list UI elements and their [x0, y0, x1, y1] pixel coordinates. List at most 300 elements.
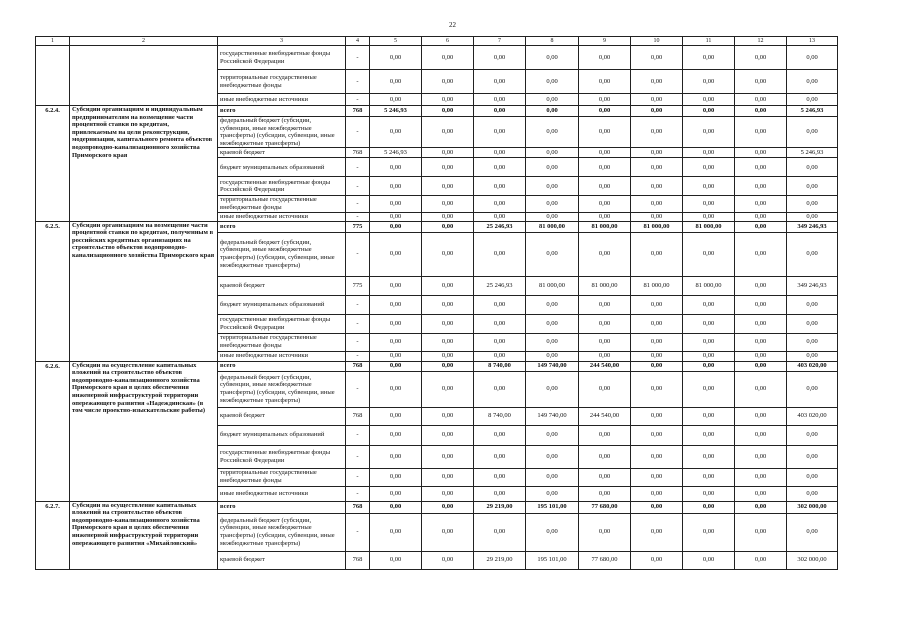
cell-c10: 0,00: [631, 445, 683, 468]
cell-c6: 0,00: [422, 276, 474, 295]
cell-c7: 0,00: [474, 513, 526, 551]
cell-c8: 0,00: [526, 70, 579, 94]
cell-c6: 0,00: [422, 425, 474, 445]
cell-c11: 0,00: [683, 551, 735, 569]
funding-source: иные внебюджетные источники: [218, 351, 346, 361]
cell-c8: 0,00: [526, 351, 579, 361]
cell-c5: 0,00: [370, 276, 422, 295]
cell-c8: 0,00: [526, 158, 579, 177]
cell-c6: 0,00: [422, 361, 474, 371]
cell-c6: 0,00: [422, 196, 474, 212]
cell-c8: 0,00: [526, 425, 579, 445]
cell-c10: 0,00: [631, 513, 683, 551]
cell-c6: 0,00: [422, 468, 474, 486]
cell-c9: 0,00: [579, 445, 631, 468]
cell-c9: 77 680,00: [579, 551, 631, 569]
cell-c10: 0,00: [631, 486, 683, 501]
cell-c4: 768: [346, 501, 370, 513]
funding-source: всего: [218, 221, 346, 232]
funding-source: федеральный бюджет (субсидии, субвенции, иные межбюджетные трансферты) (субсидии, субвенции, иные межбюджетные трансферты): [218, 117, 346, 148]
col-num-1: 1: [36, 37, 70, 46]
cell-c13: 0,00: [787, 486, 838, 501]
cell-c10: 0,00: [631, 177, 683, 196]
cell-c11: 0,00: [683, 232, 735, 276]
cell-c7: 0,00: [474, 425, 526, 445]
cell-c8: 0,00: [526, 232, 579, 276]
cell-c5: 0,00: [370, 425, 422, 445]
cell-c4: -: [346, 70, 370, 94]
measure-code: [36, 46, 70, 106]
cell-c8: 0,00: [526, 371, 579, 407]
cell-c9: 0,00: [579, 212, 631, 221]
cell-c5: 0,00: [370, 371, 422, 407]
cell-c5: 5 246,93: [370, 148, 422, 158]
cell-c9: 0,00: [579, 148, 631, 158]
cell-c11: 0,00: [683, 196, 735, 212]
cell-c4: -: [346, 445, 370, 468]
cell-c13: 0,00: [787, 158, 838, 177]
cell-c12: 0,00: [735, 276, 787, 295]
cell-c7: 0,00: [474, 46, 526, 70]
cell-c4: -: [346, 212, 370, 221]
cell-c5: 0,00: [370, 232, 422, 276]
table-body: [36, 37, 838, 570]
cell-c10: 0,00: [631, 212, 683, 221]
cell-c5: 0,00: [370, 295, 422, 314]
col-num-7: 7: [474, 37, 526, 46]
cell-c4: -: [346, 158, 370, 177]
cell-c13: 0,00: [787, 468, 838, 486]
cell-c13: 0,00: [787, 177, 838, 196]
cell-c5: 0,00: [370, 513, 422, 551]
cell-c7: 0,00: [474, 486, 526, 501]
cell-c12: 0,00: [735, 407, 787, 425]
cell-c13: 349 246,93: [787, 221, 838, 232]
cell-c11: 0,00: [683, 177, 735, 196]
cell-c11: 0,00: [683, 371, 735, 407]
cell-c7: 0,00: [474, 212, 526, 221]
cell-c7: 0,00: [474, 371, 526, 407]
funding-source: территориальные государственные внебюджетные фонды: [218, 196, 346, 212]
funding-source: иные внебюджетные источники: [218, 94, 346, 106]
cell-c13: 5 246,93: [787, 148, 838, 158]
cell-c6: 0,00: [422, 371, 474, 407]
cell-c11: 0,00: [683, 333, 735, 351]
cell-c10: 0,00: [631, 371, 683, 407]
cell-c7: 0,00: [474, 94, 526, 106]
cell-c4: 768: [346, 148, 370, 158]
cell-c7: 0,00: [474, 70, 526, 94]
cell-c8: 195 101,00: [526, 501, 579, 513]
table-row: [36, 106, 838, 117]
cell-c7: 0,00: [474, 445, 526, 468]
funding-source: всего: [218, 501, 346, 513]
cell-c8: 149 740,00: [526, 361, 579, 371]
cell-c10: 0,00: [631, 314, 683, 333]
cell-c11: 0,00: [683, 445, 735, 468]
measure-name: Субсидии на осуществление капитальных вложений на строительство объектов водопроводно-канализационного хозяйства Приморского края в целях обеспечения инженерной инфраструктурой территории опережающего развития «Надеждинская» (в том числе проектно-изыскательские работы): [70, 361, 218, 501]
cell-c6: 0,00: [422, 445, 474, 468]
cell-c5: 0,00: [370, 407, 422, 425]
cell-c13: 0,00: [787, 333, 838, 351]
cell-c5: 0,00: [370, 177, 422, 196]
funding-source: краевой бюджет: [218, 148, 346, 158]
cell-c5: 0,00: [370, 221, 422, 232]
cell-c13: 0,00: [787, 70, 838, 94]
cell-c10: 0,00: [631, 407, 683, 425]
cell-c6: 0,00: [422, 158, 474, 177]
cell-c5: 0,00: [370, 361, 422, 371]
funding-source: государственные внебюджетные фонды Российской Федерации: [218, 46, 346, 70]
cell-c6: 0,00: [422, 501, 474, 513]
cell-c12: 0,00: [735, 117, 787, 148]
cell-c12: 0,00: [735, 361, 787, 371]
cell-c9: 0,00: [579, 486, 631, 501]
cell-c5: 0,00: [370, 468, 422, 486]
cell-c5: 0,00: [370, 94, 422, 106]
cell-c7: 29 219,00: [474, 551, 526, 569]
cell-c10: 0,00: [631, 232, 683, 276]
cell-c10: 0,00: [631, 70, 683, 94]
cell-c12: 0,00: [735, 513, 787, 551]
cell-c13: 0,00: [787, 94, 838, 106]
cell-c11: 0,00: [683, 351, 735, 361]
cell-c4: 775: [346, 221, 370, 232]
cell-c12: 0,00: [735, 148, 787, 158]
cell-c11: 0,00: [683, 314, 735, 333]
col-num-8: 8: [526, 37, 579, 46]
cell-c8: 0,00: [526, 445, 579, 468]
cell-c12: 0,00: [735, 468, 787, 486]
cell-c13: 0,00: [787, 117, 838, 148]
col-num-3: 3: [218, 37, 346, 46]
cell-c11: 0,00: [683, 212, 735, 221]
cell-c11: 0,00: [683, 425, 735, 445]
measure-code: 6.2.4.: [36, 106, 70, 222]
funding-source: территориальные государственные внебюджетные фонды: [218, 333, 346, 351]
funding-source: иные внебюджетные источники: [218, 212, 346, 221]
cell-c10: 0,00: [631, 46, 683, 70]
cell-c12: 0,00: [735, 333, 787, 351]
cell-c13: 302 000,00: [787, 501, 838, 513]
table-row: [36, 46, 838, 70]
cell-c12: 0,00: [735, 212, 787, 221]
col-num-6: 6: [422, 37, 474, 46]
cell-c4: -: [346, 232, 370, 276]
cell-c8: 0,00: [526, 468, 579, 486]
cell-c4: 768: [346, 551, 370, 569]
cell-c6: 0,00: [422, 551, 474, 569]
cell-c12: 0,00: [735, 371, 787, 407]
cell-c5: 0,00: [370, 551, 422, 569]
cell-c11: 0,00: [683, 70, 735, 94]
col-num-12: 12: [735, 37, 787, 46]
cell-c5: 0,00: [370, 46, 422, 70]
cell-c10: 0,00: [631, 425, 683, 445]
cell-c13: 0,00: [787, 513, 838, 551]
cell-c10: 0,00: [631, 333, 683, 351]
cell-c4: -: [346, 46, 370, 70]
cell-c5: 0,00: [370, 445, 422, 468]
cell-c8: 81 000,00: [526, 221, 579, 232]
cell-c9: 0,00: [579, 94, 631, 106]
cell-c4: -: [346, 486, 370, 501]
cell-c9: 244 540,00: [579, 361, 631, 371]
cell-c10: 0,00: [631, 94, 683, 106]
cell-c12: 0,00: [735, 486, 787, 501]
cell-c11: 0,00: [683, 361, 735, 371]
cell-c4: -: [346, 513, 370, 551]
cell-c6: 0,00: [422, 221, 474, 232]
cell-c12: 0,00: [735, 425, 787, 445]
cell-c11: 0,00: [683, 106, 735, 117]
cell-c4: 768: [346, 106, 370, 117]
cell-c10: 0,00: [631, 361, 683, 371]
table-row: [36, 501, 838, 513]
cell-c13: 403 020,00: [787, 407, 838, 425]
cell-c8: 0,00: [526, 196, 579, 212]
measure-code: 6.2.5.: [36, 221, 70, 361]
cell-c5: 5 246,93: [370, 106, 422, 117]
cell-c6: 0,00: [422, 407, 474, 425]
cell-c7: 0,00: [474, 351, 526, 361]
cell-c8: 0,00: [526, 148, 579, 158]
cell-c13: 0,00: [787, 212, 838, 221]
funding-source: всего: [218, 361, 346, 371]
cell-c7: 0,00: [474, 333, 526, 351]
cell-c11: 0,00: [683, 117, 735, 148]
cell-c10: 0,00: [631, 468, 683, 486]
cell-c9: 0,00: [579, 371, 631, 407]
cell-c8: 149 740,00: [526, 407, 579, 425]
cell-c12: 0,00: [735, 70, 787, 94]
col-num-10: 10: [631, 37, 683, 46]
cell-c4: -: [346, 425, 370, 445]
cell-c10: 0,00: [631, 295, 683, 314]
cell-c10: 0,00: [631, 148, 683, 158]
cell-c11: 0,00: [683, 158, 735, 177]
cell-c6: 0,00: [422, 513, 474, 551]
cell-c6: 0,00: [422, 94, 474, 106]
cell-c10: 0,00: [631, 117, 683, 148]
cell-c13: 0,00: [787, 371, 838, 407]
cell-c6: 0,00: [422, 70, 474, 94]
cell-c4: -: [346, 117, 370, 148]
cell-c9: 0,00: [579, 232, 631, 276]
cell-c10: 0,00: [631, 551, 683, 569]
page-number: 22: [449, 21, 456, 29]
cell-c6: 0,00: [422, 117, 474, 148]
cell-c6: 0,00: [422, 351, 474, 361]
cell-c11: 0,00: [683, 501, 735, 513]
cell-c8: 0,00: [526, 513, 579, 551]
cell-c9: 0,00: [579, 158, 631, 177]
measure-code: 6.2.6.: [36, 361, 70, 501]
cell-c10: 0,00: [631, 501, 683, 513]
funding-source: государственные внебюджетные фонды Российской Федерации: [218, 177, 346, 196]
cell-c11: 0,00: [683, 94, 735, 106]
cell-c12: 0,00: [735, 221, 787, 232]
cell-c12: 0,00: [735, 46, 787, 70]
cell-c4: -: [346, 333, 370, 351]
cell-c7: 29 219,00: [474, 501, 526, 513]
cell-c6: 0,00: [422, 46, 474, 70]
cell-c7: 0,00: [474, 117, 526, 148]
cell-c7: 0,00: [474, 468, 526, 486]
funding-source: территориальные государственные внебюджетные фонды: [218, 70, 346, 94]
funding-source: краевой бюджет: [218, 276, 346, 295]
cell-c9: 0,00: [579, 117, 631, 148]
cell-c5: 0,00: [370, 196, 422, 212]
funding-source: государственные внебюджетные фонды Российской Федерации: [218, 314, 346, 333]
cell-c12: 0,00: [735, 551, 787, 569]
cell-c13: 0,00: [787, 46, 838, 70]
cell-c7: 0,00: [474, 232, 526, 276]
cell-c13: 0,00: [787, 232, 838, 276]
cell-c11: 0,00: [683, 148, 735, 158]
cell-c4: 768: [346, 407, 370, 425]
cell-c11: 0,00: [683, 46, 735, 70]
cell-c6: 0,00: [422, 295, 474, 314]
cell-c8: 0,00: [526, 177, 579, 196]
cell-c7: 0,00: [474, 177, 526, 196]
cell-c6: 0,00: [422, 333, 474, 351]
cell-c12: 0,00: [735, 501, 787, 513]
cell-c12: 0,00: [735, 445, 787, 468]
financing-table: [35, 36, 838, 570]
cell-c5: 0,00: [370, 314, 422, 333]
cell-c5: 0,00: [370, 333, 422, 351]
cell-c12: 0,00: [735, 314, 787, 333]
cell-c4: 768: [346, 361, 370, 371]
cell-c8: 0,00: [526, 117, 579, 148]
cell-c12: 0,00: [735, 94, 787, 106]
cell-c4: -: [346, 371, 370, 407]
cell-c13: 0,00: [787, 445, 838, 468]
cell-c7: 25 246,93: [474, 221, 526, 232]
cell-c4: -: [346, 177, 370, 196]
table-row: [36, 221, 838, 232]
column-number-row: [36, 37, 838, 46]
cell-c8: 0,00: [526, 486, 579, 501]
funding-source: бюджет муниципальных образований: [218, 295, 346, 314]
cell-c13: 5 246,93: [787, 106, 838, 117]
cell-c4: -: [346, 468, 370, 486]
cell-c13: 0,00: [787, 425, 838, 445]
cell-c9: 244 540,00: [579, 407, 631, 425]
cell-c9: 0,00: [579, 46, 631, 70]
cell-c5: 0,00: [370, 212, 422, 221]
cell-c12: 0,00: [735, 295, 787, 314]
cell-c9: 0,00: [579, 295, 631, 314]
cell-c9: 0,00: [579, 196, 631, 212]
cell-c6: 0,00: [422, 212, 474, 221]
cell-c8: 0,00: [526, 46, 579, 70]
cell-c4: -: [346, 196, 370, 212]
cell-c9: 0,00: [579, 425, 631, 445]
cell-c9: 0,00: [579, 513, 631, 551]
cell-c13: 403 020,00: [787, 361, 838, 371]
cell-c12: 0,00: [735, 158, 787, 177]
measure-name: Субсидии организациям на возмещение части процентной ставки по кредитам, полученным в российских кредитных организациях на строительство объектов водопроводно-канализационного хозяйства Приморского края: [70, 221, 218, 361]
cell-c11: 81 000,00: [683, 221, 735, 232]
cell-c8: 0,00: [526, 106, 579, 117]
funding-source: краевой бюджет: [218, 407, 346, 425]
cell-c10: 81 000,00: [631, 221, 683, 232]
cell-c13: 349 246,93: [787, 276, 838, 295]
cell-c7: 8 740,00: [474, 361, 526, 371]
cell-c8: 81 000,00: [526, 276, 579, 295]
cell-c9: 0,00: [579, 333, 631, 351]
cell-c5: 0,00: [370, 117, 422, 148]
cell-c7: 0,00: [474, 295, 526, 314]
cell-c6: 0,00: [422, 148, 474, 158]
cell-c11: 0,00: [683, 295, 735, 314]
col-num-5: 5: [370, 37, 422, 46]
cell-c7: 0,00: [474, 148, 526, 158]
cell-c9: 0,00: [579, 106, 631, 117]
col-num-9: 9: [579, 37, 631, 46]
cell-c10: 0,00: [631, 106, 683, 117]
cell-c6: 0,00: [422, 314, 474, 333]
measure-code: 6.2.7.: [36, 501, 70, 569]
cell-c10: 81 000,00: [631, 276, 683, 295]
cell-c8: 0,00: [526, 295, 579, 314]
funding-source: бюджет муниципальных образований: [218, 158, 346, 177]
cell-c8: 0,00: [526, 333, 579, 351]
cell-c5: 0,00: [370, 70, 422, 94]
cell-c5: 0,00: [370, 486, 422, 501]
cell-c8: 195 101,00: [526, 551, 579, 569]
cell-c4: 775: [346, 276, 370, 295]
cell-c5: 0,00: [370, 158, 422, 177]
cell-c9: 81 000,00: [579, 276, 631, 295]
cell-c4: -: [346, 351, 370, 361]
cell-c6: 0,00: [422, 232, 474, 276]
funding-source: государственные внебюджетные фонды Российской Федерации: [218, 445, 346, 468]
cell-c4: -: [346, 314, 370, 333]
funding-source: федеральный бюджет (субсидии, субвенции, иные межбюджетные трансферты) (субсидии, субвенции, иные межбюджетные трансферты): [218, 232, 346, 276]
col-num-2: 2: [70, 37, 218, 46]
cell-c12: 0,00: [735, 351, 787, 361]
cell-c6: 0,00: [422, 106, 474, 117]
cell-c9: 0,00: [579, 351, 631, 361]
cell-c8: 0,00: [526, 314, 579, 333]
cell-c13: 0,00: [787, 314, 838, 333]
col-num-4: 4: [346, 37, 370, 46]
cell-c7: 0,00: [474, 314, 526, 333]
cell-c13: 302 000,00: [787, 551, 838, 569]
cell-c6: 0,00: [422, 486, 474, 501]
cell-c11: 81 000,00: [683, 276, 735, 295]
cell-c13: 0,00: [787, 351, 838, 361]
cell-c11: 0,00: [683, 468, 735, 486]
cell-c12: 0,00: [735, 196, 787, 212]
cell-c8: 0,00: [526, 212, 579, 221]
cell-c4: -: [346, 295, 370, 314]
measure-name: Субсидии на осуществление капитальных вложений на строительство объектов водопроводно-канализационного хозяйства Приморского края в целях обеспечения инженерной инфраструктурой территории опережающего развития «Михайловский»: [70, 501, 218, 569]
measure-name: Субсидии организациям и индивидуальным предпринимателям на возмещение части процентной ставки по кредитам, привлекаемым на цели реконструкции, модернизации, капитального ремонта объектов водопроводно-канализационного хозяйства Приморского края: [70, 106, 218, 222]
cell-c13: 0,00: [787, 295, 838, 314]
table-row: [36, 361, 838, 371]
measure-name: [70, 46, 218, 106]
cell-c12: 0,00: [735, 177, 787, 196]
cell-c6: 0,00: [422, 177, 474, 196]
funding-source: краевой бюджет: [218, 551, 346, 569]
funding-source: иные внебюджетные источники: [218, 486, 346, 501]
col-num-13: 13: [787, 37, 838, 46]
cell-c13: 0,00: [787, 196, 838, 212]
